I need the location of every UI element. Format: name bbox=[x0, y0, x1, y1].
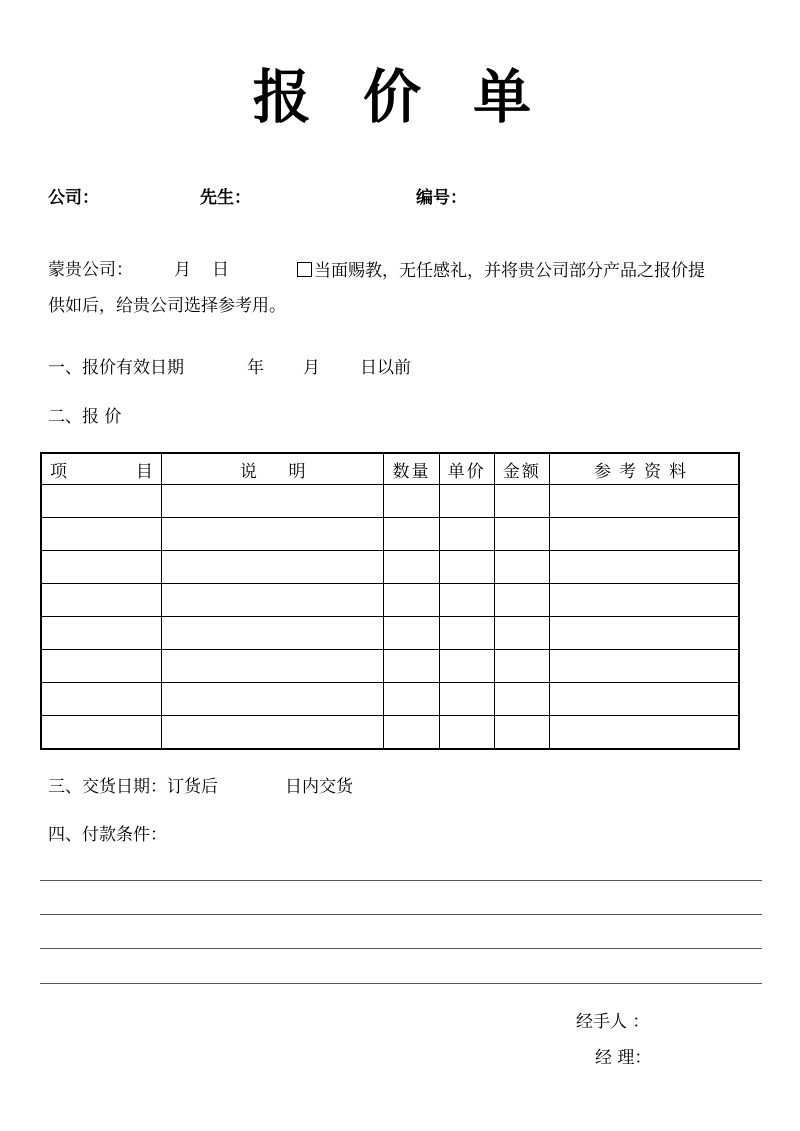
table-cell[interactable] bbox=[549, 551, 739, 584]
table-cell[interactable] bbox=[161, 650, 384, 683]
table-row bbox=[41, 518, 739, 551]
number-label: 编号： bbox=[416, 188, 467, 208]
validity-month: 月 bbox=[303, 358, 320, 378]
handler-label: 经手人 ： bbox=[576, 1012, 650, 1032]
payment-line[interactable] bbox=[40, 880, 762, 881]
table-cell[interactable] bbox=[439, 617, 494, 650]
table-cell[interactable] bbox=[549, 683, 739, 716]
table-cell[interactable] bbox=[549, 584, 739, 617]
page-title: 报 价 单 bbox=[252, 63, 548, 131]
table-cell[interactable] bbox=[549, 485, 739, 518]
header-amount: 金额 bbox=[494, 453, 549, 485]
greeting-day: 日 bbox=[212, 260, 229, 280]
table-cell[interactable] bbox=[549, 650, 739, 683]
table-cell[interactable] bbox=[41, 551, 161, 584]
quote-table bbox=[40, 452, 740, 750]
intro-text-2: 供如后，给贵公司选择参考用。 bbox=[48, 296, 286, 316]
table-cell[interactable] bbox=[494, 617, 549, 650]
table-cell[interactable] bbox=[439, 683, 494, 716]
table-cell[interactable] bbox=[161, 551, 384, 584]
table-cell[interactable] bbox=[41, 518, 161, 551]
table-cell[interactable] bbox=[384, 551, 439, 584]
table-cell[interactable] bbox=[384, 485, 439, 518]
payment-line[interactable] bbox=[40, 983, 762, 984]
table-cell[interactable] bbox=[384, 716, 439, 750]
table-header-row bbox=[41, 453, 739, 485]
table-row bbox=[41, 485, 739, 518]
validity-label: 一、报价有效日期 bbox=[48, 358, 184, 378]
table-row bbox=[41, 650, 739, 683]
table-cell[interactable] bbox=[439, 551, 494, 584]
header-description: 说 明 bbox=[161, 453, 384, 485]
delivery-suffix: 日内交货 bbox=[285, 777, 353, 797]
table-cell[interactable] bbox=[494, 485, 549, 518]
table-row bbox=[41, 716, 739, 750]
table-cell[interactable] bbox=[41, 683, 161, 716]
table-cell[interactable] bbox=[384, 650, 439, 683]
validity-year: 年 bbox=[247, 358, 264, 378]
table-row bbox=[41, 551, 739, 584]
table-cell[interactable] bbox=[41, 716, 161, 750]
table-cell[interactable] bbox=[494, 716, 549, 750]
table-cell[interactable] bbox=[549, 617, 739, 650]
table-cell[interactable] bbox=[384, 683, 439, 716]
table-cell[interactable] bbox=[439, 485, 494, 518]
validity-suffix: 日以前 bbox=[360, 358, 411, 378]
header-quantity: 数量 bbox=[384, 453, 439, 485]
table-cell[interactable] bbox=[439, 584, 494, 617]
manager-label: 经 理： bbox=[595, 1048, 652, 1068]
table-cell[interactable] bbox=[439, 518, 494, 551]
header-item: 项 目 bbox=[41, 453, 161, 485]
table-row bbox=[41, 683, 739, 716]
payment-line[interactable] bbox=[40, 948, 762, 949]
table-cell[interactable] bbox=[161, 584, 384, 617]
table-cell[interactable] bbox=[384, 617, 439, 650]
table-cell[interactable] bbox=[161, 683, 384, 716]
delivery-label: 三、交货日期：订货后 bbox=[48, 777, 218, 797]
table-cell[interactable] bbox=[549, 518, 739, 551]
table-cell[interactable] bbox=[161, 485, 384, 518]
table-cell[interactable] bbox=[494, 650, 549, 683]
table-cell[interactable] bbox=[549, 716, 739, 750]
intro-line-1 bbox=[297, 262, 705, 280]
table-cell[interactable] bbox=[439, 650, 494, 683]
intro-text-1: 当面赐教，无任感礼，并将贵公司部分产品之报价提 bbox=[314, 261, 705, 281]
table-cell[interactable] bbox=[439, 716, 494, 750]
table-cell[interactable] bbox=[41, 485, 161, 518]
table-row bbox=[41, 617, 739, 650]
payment-terms-label: 四、付款条件： bbox=[48, 825, 167, 845]
table-cell[interactable] bbox=[384, 584, 439, 617]
table-cell[interactable] bbox=[41, 650, 161, 683]
table-cell[interactable] bbox=[161, 518, 384, 551]
greeting-text: 蒙贵公司： bbox=[48, 260, 133, 280]
table-cell[interactable] bbox=[494, 518, 549, 551]
checkbox-icon bbox=[297, 262, 312, 277]
table-cell[interactable] bbox=[161, 716, 384, 750]
table-cell[interactable] bbox=[41, 617, 161, 650]
table-cell[interactable] bbox=[41, 584, 161, 617]
table-cell[interactable] bbox=[494, 584, 549, 617]
mister-label: 先生： bbox=[200, 188, 251, 208]
table-cell[interactable] bbox=[384, 518, 439, 551]
payment-line[interactable] bbox=[40, 914, 762, 915]
table-cell[interactable] bbox=[161, 617, 384, 650]
company-label: 公司： bbox=[48, 188, 99, 208]
greeting-month: 月 bbox=[174, 260, 191, 280]
header-reference: 参考资料 bbox=[549, 453, 739, 485]
table-cell[interactable] bbox=[494, 683, 549, 716]
header-unit-price: 单价 bbox=[439, 453, 494, 485]
table-row bbox=[41, 584, 739, 617]
quote-section-label: 二、报 价 bbox=[48, 407, 122, 427]
table-cell[interactable] bbox=[494, 551, 549, 584]
